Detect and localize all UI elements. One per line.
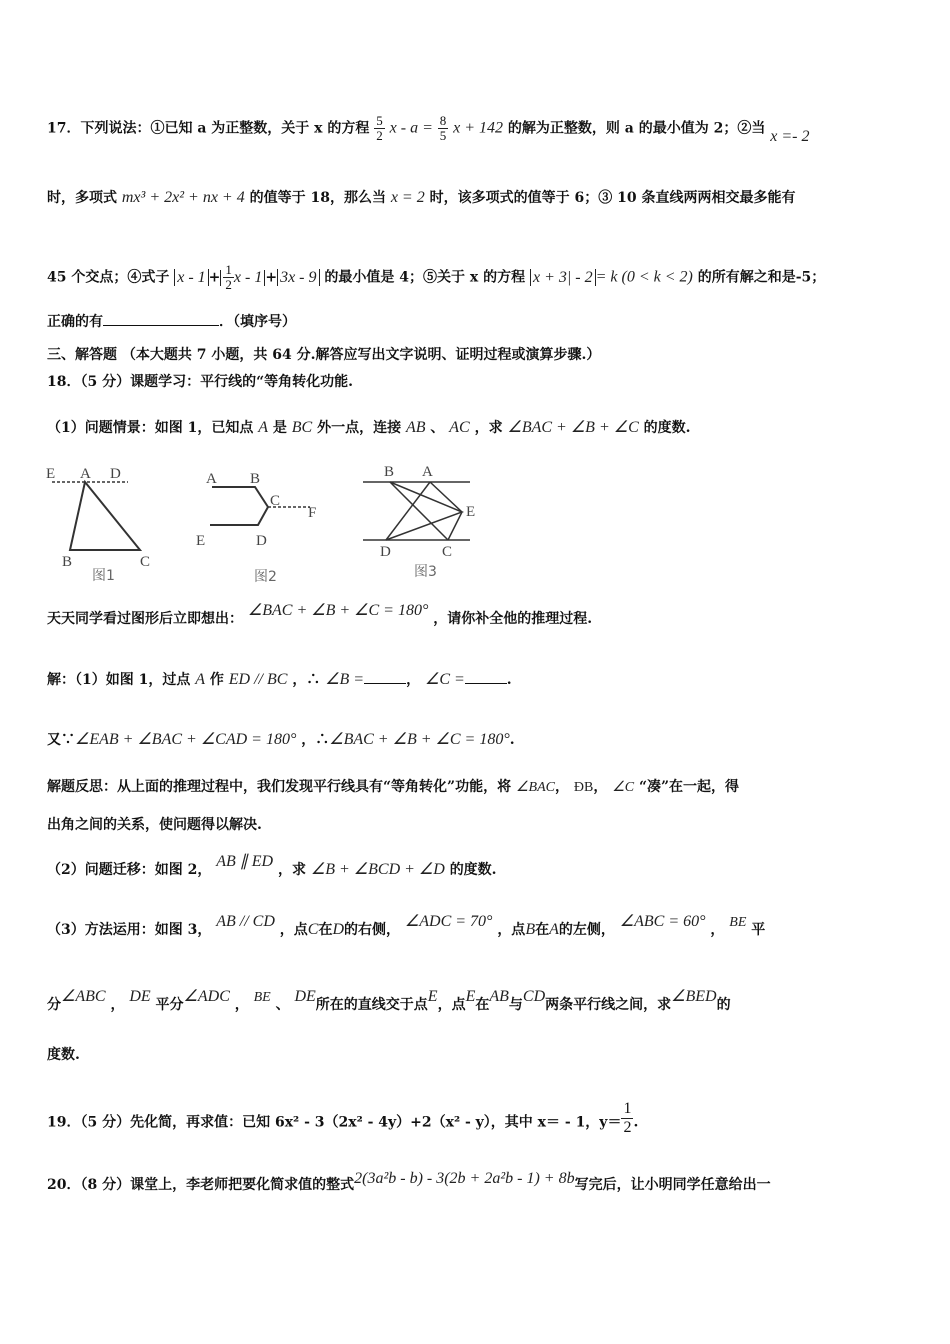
q18-text: 是 [272, 420, 287, 436]
math: ED // BC [228, 671, 288, 688]
q17-text: 时，该多项式的值等于 6；③ 10 条直线两两相交最多能有 [429, 190, 796, 206]
math: A [549, 921, 559, 938]
svg-text:D: D [380, 544, 391, 560]
math: ∠B = [325, 671, 365, 688]
math: ∠BAC + ∠B + ∠C = 180° [329, 731, 510, 748]
q18-text: ，点 [437, 997, 466, 1013]
q18-also [47, 730, 910, 750]
answer-blank[interactable] [465, 683, 507, 684]
svg-text:C: C [442, 544, 453, 560]
math: 2(3a²b - b) - 3(2b + 2a²b - 1) + 8b [354, 1170, 575, 1187]
svg-text:B: B [250, 471, 261, 487]
q18-text: （1）问题情景：如图 1，已知点 [47, 420, 254, 436]
math: x - 1 [174, 269, 208, 286]
q19 [47, 1100, 910, 1141]
q18-text: ， [110, 997, 125, 1013]
svg-text:B: B [62, 554, 73, 570]
math: AB [405, 419, 426, 436]
q17-line2 [47, 188, 910, 208]
math: ∠BAC [515, 780, 555, 795]
q18-text: ， [406, 672, 421, 688]
q18-text: 平分 [155, 997, 184, 1013]
math: x - 1 [233, 268, 263, 286]
svg-text:D: D [110, 466, 121, 482]
q18-text: 、 [430, 420, 445, 436]
figure-1 [40, 460, 160, 590]
math: mx³ + 2x² + nx + 4 [121, 189, 245, 206]
svg-text:F: F [308, 505, 317, 521]
q18-text: ，∴ [301, 732, 330, 748]
q18-part3-end: 度数. [47, 1047, 80, 1063]
math: E [427, 988, 438, 1005]
q17-text: ．（填序号） [219, 314, 296, 330]
math: ∠C [612, 780, 635, 795]
q18-text: 的度数. [449, 862, 497, 878]
svg-text:E: E [46, 466, 56, 482]
q17-text: 的值等于 18，那么当 [249, 190, 386, 206]
figure-3-caption: 图3 [414, 564, 437, 580]
q18-text: . [506, 672, 512, 688]
q18-text: 的右侧， [344, 922, 401, 938]
q20-text: 20．（8 分）课堂上，李老师把要化简求值的整式 [47, 1177, 355, 1193]
math: AC [449, 419, 470, 436]
q17-line3: 45 个交点；④式子 x - 1 + $\frac{1}{2}$ x - 1 + 3x - 9 的最小值是 4；⑤关于 x 的方程 x + 3| - 2 = k (0 < k < 2) 的所有解之和是-5； [47, 262, 826, 292]
math: ∠BED [671, 988, 717, 1005]
math: ∠BAC + ∠B + ∠C [507, 419, 639, 436]
math: ∠BAC + ∠B + ∠C = 180° [247, 602, 429, 619]
svg-text:B: B [384, 464, 395, 480]
q17-line1 [47, 114, 910, 143]
q18-text: 的左侧， [558, 922, 615, 938]
math: ÐB [573, 780, 594, 795]
abs-group [220, 262, 265, 292]
math: AB [489, 988, 509, 1005]
math: AB ∥ ED [216, 853, 274, 870]
q18-text: （2）问题迁移：如图 2， [47, 862, 212, 878]
math: ∠C = [424, 671, 465, 688]
math: A [195, 671, 206, 688]
q18-part3-cont [47, 988, 910, 1016]
math: DE [294, 988, 316, 1005]
math: E [465, 988, 476, 1005]
math: 3x - 9 [277, 269, 319, 286]
svg-text:E: E [466, 504, 476, 520]
math: x + 142 [453, 119, 504, 137]
q17-text: 的最小值是 4；⑤关于 x 的方程 [324, 269, 526, 286]
q18-text: 的 [716, 997, 731, 1013]
q20-text: 写完后，让小明同学任意给出一 [574, 1177, 771, 1193]
q18-solution [47, 670, 910, 690]
q18-text: 在 [318, 922, 333, 938]
math: x + 3| - 2 [530, 269, 596, 286]
q18-text: ，请你补全他的推理过程. [433, 611, 593, 627]
svg-text:A: A [80, 466, 91, 482]
q17-text: 17．下列说法：①已知 a 为正整数，关于 x 的方程 [47, 120, 370, 137]
q18-text: ， [710, 922, 725, 938]
q17-text: 正确的有 [47, 314, 103, 330]
math: x =- 2 [770, 127, 810, 145]
q17-text: 的所有解之和是-5； [697, 269, 826, 286]
q18-reflection [47, 777, 910, 798]
section-heading: 三、解答题 （本大题共 7 小题，共 64 分.解答应写出文字说明、证明过程或演算步骤.） [47, 347, 601, 363]
q18-text: 又∵ [47, 732, 75, 748]
q18-title: 18．（5 分）课题学习：平行线的“等角转化功能. [47, 374, 354, 390]
q17-line4 [47, 312, 910, 332]
q17-text: 45 个交点；④式子 [47, 269, 170, 286]
math: x - a = [389, 119, 433, 137]
figure-2 [190, 465, 330, 590]
fraction: $\frac{1}{2}$ [225, 262, 232, 292]
figure-2-caption: 图2 [254, 569, 277, 585]
q18-text: 外一点，连接 [317, 420, 402, 436]
q20 [47, 1170, 910, 1195]
q19-text: 19．（5 分）先化简，再求值：已知 6x² - 3（2x² - 4y）+2（x² - y），其中 x＝ - 1，y＝ [47, 1114, 622, 1131]
svg-text:A: A [422, 464, 433, 480]
q18-text: 、 [275, 997, 290, 1013]
math: A [258, 419, 269, 436]
q18-text: 解：（1）如图 1，过点 [47, 672, 191, 688]
q18-text: ，点 [279, 922, 308, 938]
answer-blank[interactable] [103, 325, 219, 326]
q18-text: 两条平行线之间，求 [545, 997, 672, 1013]
q18-text: 的度数. [643, 420, 691, 436]
q18-part1 [47, 418, 910, 438]
figure-1-caption: 图1 [92, 568, 115, 584]
math: CD [522, 988, 546, 1005]
math: ∠ADC [183, 988, 230, 1005]
math: D [332, 921, 345, 938]
math: BE [253, 990, 271, 1005]
q18-text: ，求 [277, 862, 306, 878]
math: x = 2 [390, 189, 425, 206]
q18-text: 解题反思：从上面的推理过程中，我们发现平行线具有“等角转化”功能，将 [47, 779, 512, 795]
svg-text:C: C [270, 493, 281, 509]
q18-text: ，求 [474, 420, 503, 436]
q18-text: . [509, 732, 515, 748]
figure-3 [358, 462, 488, 587]
q18-part3 [47, 913, 910, 941]
math: ∠EAB + ∠BAC + ∠CAD = 180° [75, 731, 297, 748]
svg-text:E: E [196, 533, 206, 549]
svg-text:A: A [206, 471, 217, 487]
q18-thought [47, 602, 910, 629]
math: = k (0 < k < 2) [595, 268, 693, 286]
q18-text: 所在的直线交于点 [315, 997, 428, 1013]
q18-text: ， [234, 997, 249, 1013]
q18-reflection-2: 出角之间的关系，使问题得以解决. [47, 817, 262, 833]
q18-text: （3）方法运用：如图 3， [47, 922, 212, 938]
fraction: $\frac{5}{2}$ [376, 113, 383, 143]
q19-text: . [633, 1114, 639, 1131]
q18-part2 [47, 853, 910, 880]
q18-text: “凑”在一起，得 [638, 779, 740, 795]
math: C [307, 921, 319, 938]
math: BE [729, 915, 747, 930]
q18-text: 与 [508, 997, 523, 1013]
fraction: $\frac{8}{5}$ [439, 113, 447, 143]
math: AB // CD [216, 913, 275, 930]
math: B [525, 921, 536, 938]
q18-text: ，点 [497, 922, 526, 938]
svg-text:D: D [256, 533, 267, 549]
q18-text: ， [593, 779, 608, 795]
q18-text: 在 [475, 997, 490, 1013]
svg-text:C: C [140, 554, 151, 570]
math: DE [129, 988, 151, 1005]
q18-text: 分 [47, 997, 61, 1013]
answer-blank[interactable] [364, 683, 406, 684]
math: ∠B + ∠BCD + ∠D [310, 861, 445, 878]
math: ∠ADC = 70° [404, 913, 493, 930]
q18-text: 天天同学看过图形后立即想出： [47, 611, 243, 627]
math: ∠ABC [61, 988, 106, 1005]
math: ∠ABC = 60° [619, 913, 706, 930]
q17-text: 时，多项式 [47, 190, 117, 206]
q18-text: 作 [209, 672, 224, 688]
q18-text: 在 [535, 922, 550, 938]
q17-text: 的解为正整数，则 a 的最小值为 2；②当 [507, 120, 766, 137]
fraction: $\frac{1}{2}$ [623, 1100, 632, 1136]
q18-text: 平 [751, 922, 766, 938]
math: BC [291, 419, 313, 436]
q18-text: ， [554, 779, 569, 795]
q18-text: ，∴ [292, 672, 321, 688]
